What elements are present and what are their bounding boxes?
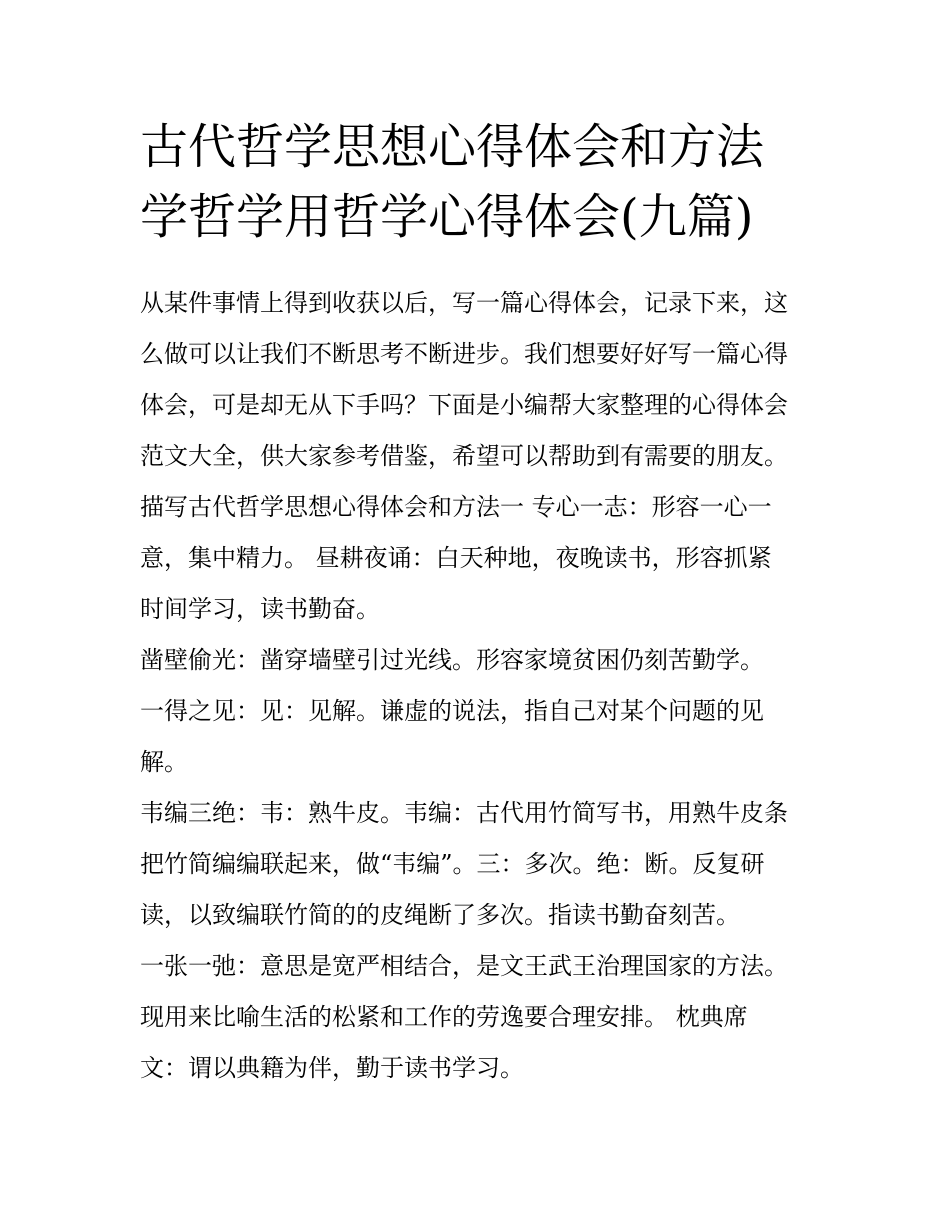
title-line-1: 古代哲学思想心得体会和方法 — [140, 119, 765, 175]
body-line: 意，集中精力。 昼耕夜诵：白天种地，夜晚读书，形容抓紧 — [140, 544, 772, 572]
body-line: 凿壁偷光：凿穿墙壁引过光线。形容家境贫困仍刻苦勤学。 — [140, 646, 764, 674]
body-line: 么做可以让我们不断思考不断进步。我们想要好好写一篇心得 — [140, 340, 788, 368]
body-line: 体会，可是却无从下手吗？下面是小编帮大家整理的心得体会 — [140, 391, 788, 419]
body-line: 范文大全，供大家参考借鉴，希望可以帮助到有需要的朋友。 — [140, 442, 788, 470]
body-line: 读，以致编联竹简的的皮绳断了多次。指读书勤奋刻苦。 — [140, 901, 740, 929]
title-line-2: 学哲学用哲学心得体会(九篇) — [140, 189, 754, 245]
body-line: 从某件事情上得到收获以后，写一篇心得体会，记录下来，这 — [140, 289, 788, 317]
document-body — [140, 278, 830, 1094]
document-title — [140, 112, 830, 252]
body-line: 一张一弛：意思是宽严相结合，是文王武王治理国家的方法。 — [140, 952, 788, 980]
body-line: 解。 — [140, 748, 188, 776]
body-line: 文：谓以典籍为伴，勤于读书学习。 — [140, 1054, 524, 1082]
body-line: 韦编三绝：韦：熟牛皮。韦编：古代用竹简写书，用熟牛皮条 — [140, 799, 788, 827]
body-line: 描写古代哲学思想心得体会和方法一 专心一志：形容一心一 — [140, 493, 772, 521]
body-line: 时间学习，读书勤奋。 — [140, 595, 380, 623]
body-line: 现用来比喻生活的松紧和工作的劳逸要合理安排。 枕典席 — [140, 1003, 748, 1031]
body-line: 一得之见：见：见解。谦虚的说法，指自己对某个问题的见 — [140, 697, 764, 725]
body-line: 把竹简编编联起来，做“韦编”。三：多次。绝：断。反复研 — [140, 850, 765, 878]
